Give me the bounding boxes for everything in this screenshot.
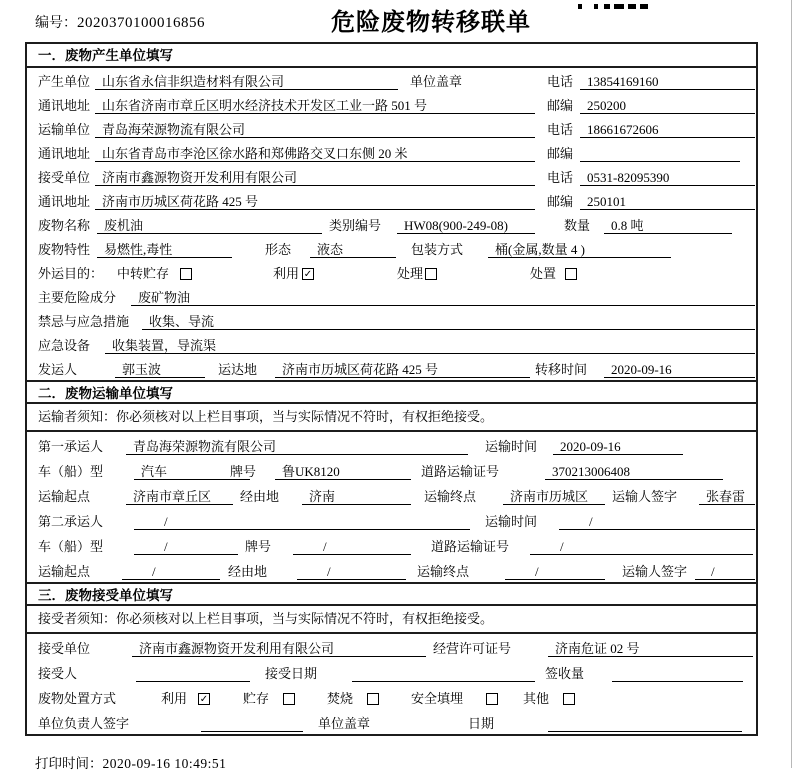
producer-label: 产生单位 (38, 74, 91, 89)
checkbox-disposal-store (283, 693, 295, 705)
packing-label: 包装方式 (411, 242, 464, 257)
row-transport-address (27, 140, 756, 164)
transport-unit-label: 运输单位 (38, 122, 91, 137)
date-label: 日期 (468, 716, 495, 731)
carrier-sign-value: 张春雷 (699, 488, 755, 505)
carrier-sign-label: 运输人签字 (612, 489, 678, 504)
plate-value: 鲁UK8120 (275, 463, 411, 480)
plate-label: 牌号 (230, 464, 257, 479)
date-value (548, 715, 742, 732)
phone-label: 电话 (547, 170, 574, 185)
equipment-label: 应急设备 (38, 338, 91, 353)
row-responsible (27, 709, 756, 734)
route-end-label: 运输终点 (417, 564, 470, 579)
checkbox-disposal-utilize-checked: ✓ (199, 694, 209, 705)
receive-unit-label: 接受单位 (38, 641, 91, 656)
checkbox-disposal-incinerate (367, 693, 379, 705)
row-receive-unit (27, 164, 756, 188)
producer-zip-value: 250200 (580, 97, 755, 114)
route-end-label: 运输终点 (424, 489, 477, 504)
section-producer (27, 44, 756, 380)
via-label: 经由地 (228, 564, 268, 579)
destination-value: 济南市历城区荷花路 425 号 (275, 361, 530, 378)
row-producer (27, 68, 756, 92)
via2-value: / (297, 563, 406, 580)
producer-phone-value: 13854169160 (580, 73, 755, 90)
section2-title: 二．废物运输单位填写 (27, 380, 756, 404)
route-start-label: 运输起点 (38, 489, 91, 504)
permit-label: 道路运输证号 (431, 539, 510, 554)
purpose-label: 外运目的： (38, 266, 104, 281)
vehicle-type2-value: / (134, 538, 238, 555)
page-edge-line (791, 0, 792, 768)
zip-label: 邮编 (547, 98, 574, 113)
row-vehicle1 (27, 457, 756, 482)
dispatcher-label: 发运人 (38, 362, 78, 377)
main-hazard-value: 废矿物油 (131, 289, 755, 306)
section-transporter (27, 380, 756, 582)
transport-time-label: 运输时间 (485, 514, 538, 529)
route-end-value: 济南市历城区 (503, 488, 605, 505)
transport-zip-value (580, 145, 740, 162)
phone-label: 电话 (547, 122, 574, 137)
disposal-option-utilize: 利用 (161, 691, 188, 706)
checkbox-treat (425, 268, 437, 280)
signed-amount-value (612, 665, 743, 682)
carrier2-label: 第二承运人 (38, 514, 104, 529)
license-label: 经营许可证号 (433, 641, 512, 656)
checkbox-disposal-other (563, 693, 575, 705)
category-label: 类别编号 (329, 218, 382, 233)
license-value: 济南危证 02 号 (548, 640, 753, 657)
section-receiver (27, 582, 756, 734)
form-value: 液态 (310, 241, 396, 258)
section1-title: 一．废物产生单位填写 (27, 44, 756, 68)
receive-unit3-value: 济南市鑫源物资开发利用有限公司 (132, 640, 426, 657)
zip-label: 邮编 (547, 146, 574, 161)
permit-label: 道路运输证号 (421, 464, 500, 479)
receiver-notice: 接受者须知：你必须核对以上栏目事项，当与实际情况不符时，有权拒绝接受。 (27, 606, 756, 634)
address-label: 通讯地址 (38, 194, 91, 209)
disposal-option-landfill: 安全填埋 (411, 691, 464, 706)
row-disposal (27, 684, 756, 709)
qr-code-partial-icon (578, 0, 648, 9)
unit-seal-label: 单位盖章 (318, 716, 371, 731)
equipment-value: 收集装置，导流渠 (105, 337, 755, 354)
row-main-hazard (27, 284, 756, 308)
serial-number: 2020370100016856 (77, 15, 205, 31)
permit2-value: / (530, 538, 753, 555)
waste-name-label: 废物名称 (38, 218, 91, 233)
row-acceptor (27, 659, 756, 684)
disposal-option-other: 其他 (523, 691, 550, 706)
main-hazard-label: 主要危险成分 (38, 290, 117, 305)
route-end2-value: / (505, 563, 605, 580)
acceptor-value (136, 665, 250, 682)
receive-unit-label: 接受单位 (38, 170, 91, 185)
transport-time-label: 运输时间 (485, 439, 538, 454)
receive-address-value: 济南市历城区荷花路 425 号 (95, 193, 535, 210)
seal-label: 单位盖章 (410, 74, 463, 89)
row-dispatch (27, 356, 756, 380)
purpose-option-dispose: 处置 (530, 266, 557, 281)
row-transport-unit (27, 116, 756, 140)
address-label: 通讯地址 (38, 98, 91, 113)
row-carrier2 (27, 507, 756, 532)
taboo-value: 收集、导流 (142, 313, 755, 330)
purpose-option-treat: 处理 (397, 266, 424, 281)
route-start2-value: / (122, 563, 220, 580)
transfer-time-value: 2020-09-16 (604, 361, 755, 378)
accept-date-value (352, 665, 535, 682)
row-taboo (27, 308, 756, 332)
waste-name-value: 废机油 (97, 217, 322, 234)
checkbox-utilize-checked: ✓ (303, 269, 313, 280)
plate-label: 牌号 (245, 539, 272, 554)
waste-traits-value: 易燃性,毒性 (97, 241, 232, 258)
row-receive-address (27, 188, 756, 212)
row-vehicle2 (27, 532, 756, 557)
producer-address-value: 山东省济南市章丘区明水经济技术开发区工业一路 501 号 (95, 97, 535, 114)
route-start-label: 运输起点 (38, 564, 91, 579)
row-equipment (27, 332, 756, 356)
row-receive-unit3 (27, 634, 756, 659)
serial-label: 编号： (35, 16, 77, 31)
row-route1 (27, 482, 756, 507)
document-serial (35, 12, 205, 32)
page-title: 危险废物转移联单 (331, 8, 531, 36)
row-route2 (27, 557, 756, 582)
transport-time-value: 2020-09-16 (553, 438, 683, 455)
row-waste-name (27, 212, 756, 236)
vehicle-type-label: 车（船）型 (38, 539, 104, 554)
permit-value: 370213006408 (545, 463, 723, 480)
row-carrier1 (27, 432, 756, 457)
via-label: 经由地 (240, 489, 280, 504)
destination-label: 运达地 (218, 362, 258, 377)
via-value: 济南 (302, 488, 411, 505)
route-start-value: 济南市章丘区 (126, 488, 233, 505)
address-label: 通讯地址 (38, 146, 91, 161)
receive-unit-value: 济南市鑫源物资开发利用有限公司 (95, 169, 535, 186)
checkbox-disposal-landfill (486, 693, 498, 705)
quantity-label: 数量 (564, 218, 591, 233)
vehicle-type-value: 汽车 (134, 463, 250, 480)
acceptor-label: 接受人 (38, 666, 78, 681)
manifest-form (25, 42, 758, 736)
plate2-value: / (293, 538, 411, 555)
transport-phone-value: 18661672606 (580, 121, 755, 138)
disposal-option-incinerate: 焚烧 (327, 691, 354, 706)
quantity-value: 0.8 吨 (604, 217, 732, 234)
carrier1-value: 青岛海荣源物流有限公司 (126, 438, 468, 455)
carrier-sign-label: 运输人签字 (622, 564, 688, 579)
carrier-sign2-value: / (695, 563, 755, 580)
phone-label: 电话 (547, 74, 574, 89)
disposal-option-store: 贮存 (243, 691, 270, 706)
disposal-label: 废物处置方式 (38, 691, 117, 706)
taboo-label: 禁忌与应急措施 (38, 314, 130, 329)
packing-value: 桶(金属,数量 4 ) (488, 241, 671, 258)
carrier1-label: 第一承运人 (38, 439, 104, 454)
form-label: 形态 (265, 242, 292, 257)
row-producer-address (27, 92, 756, 116)
receive-zip-value: 250101 (580, 193, 755, 210)
accept-date-label: 接受日期 (265, 666, 318, 681)
dispatcher-value: 郭玉波 (115, 361, 205, 378)
responsible-sign-value (201, 715, 303, 732)
checkbox-transfer-storage (180, 268, 192, 280)
purpose-option-transfer-storage: 中转贮存 (117, 266, 170, 281)
receive-phone-value: 0531-82095390 (580, 169, 755, 186)
row-purpose (27, 260, 756, 284)
vehicle-type-label: 车（船）型 (38, 464, 104, 479)
transport-address-value: 山东省青岛市李沧区徐水路和郑佛路交叉口东侧 20 米 (95, 145, 535, 162)
purpose-option-utilize: 利用 (273, 266, 300, 281)
category-value: HW08(900-249-08) (397, 217, 535, 234)
zip-label: 邮编 (547, 194, 574, 209)
transporter-notice: 运输者须知：你必须核对以上栏目事项，当与实际情况不符时，有权拒绝接受。 (27, 404, 756, 432)
producer-value: 山东省永信非织造材料有限公司 (95, 73, 398, 90)
transfer-time-label: 转移时间 (535, 362, 588, 377)
responsible-sign-label: 单位负责人签字 (38, 716, 130, 731)
row-waste-traits (27, 236, 756, 260)
transport-time2-value: / (559, 513, 755, 530)
section3-title: 三．废物接受单位填写 (27, 582, 756, 606)
carrier2-value: / (134, 513, 470, 530)
checkbox-dispose (565, 268, 577, 280)
transport-unit-value: 青岛海荣源物流有限公司 (95, 121, 535, 138)
print-time-value: 2020-09-16 10:49:51 (102, 756, 227, 771)
waste-traits-label: 废物特性 (38, 242, 91, 257)
signed-amount-label: 签收量 (545, 666, 585, 681)
print-time-label: 打印时间： (35, 756, 103, 771)
print-time (35, 752, 226, 772)
